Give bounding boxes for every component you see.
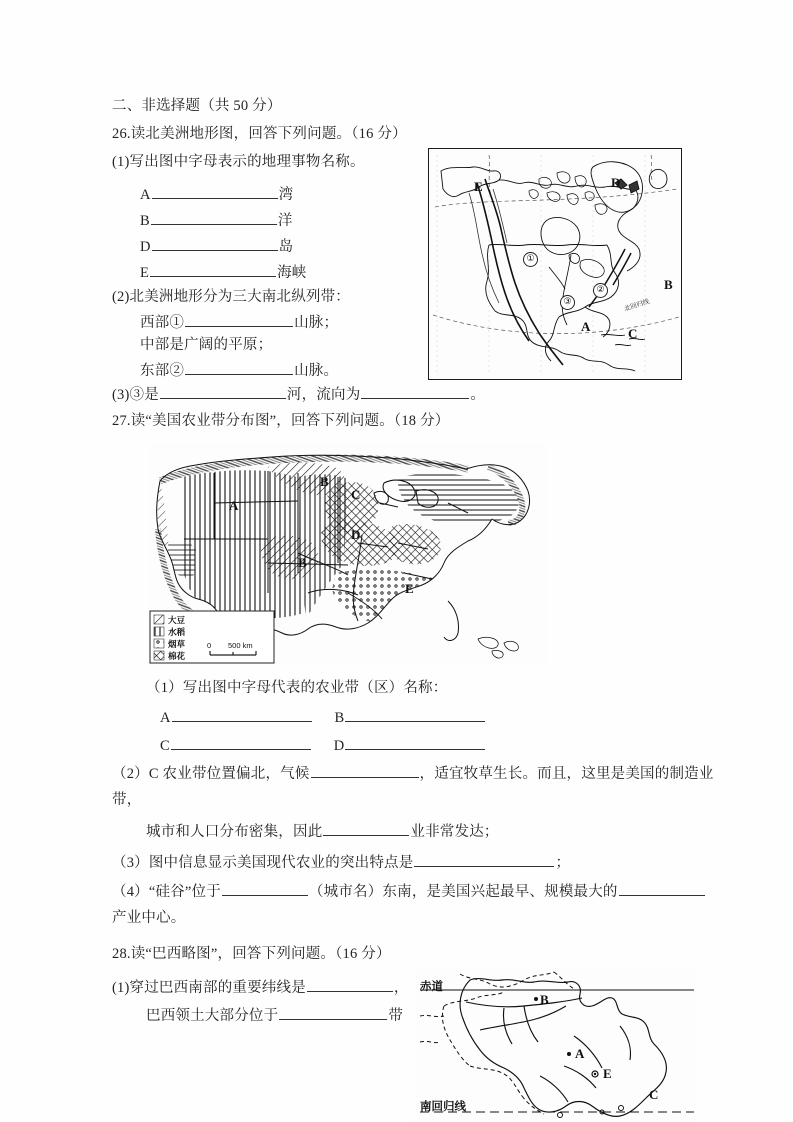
q28-sub1-part4: 带 bbox=[388, 1008, 404, 1024]
q27-sub2-line1 bbox=[112, 762, 714, 784]
q28-sub1-part3: 巴西领土大部分位于 bbox=[146, 1008, 279, 1024]
brazil-map-label-b: B bbox=[540, 992, 549, 1007]
q26-item-d bbox=[140, 235, 293, 257]
q27-row-ab bbox=[160, 706, 486, 728]
q26-west-suffix: 山脉； bbox=[294, 315, 339, 331]
north-america-map-drawing bbox=[429, 149, 681, 379]
usa-agriculture-map bbox=[148, 443, 548, 665]
question-27-stem: 27.读“美国农业带分布图”，回答下列问题。（18 分） bbox=[112, 413, 450, 429]
question-26-sub1-label: (1)写出图中字母表示的地理事物名称。 bbox=[112, 154, 365, 170]
q26-sub3-blank2[interactable] bbox=[361, 383, 469, 399]
q26-east-range bbox=[140, 359, 338, 381]
usa-map-label-b-south: B bbox=[298, 555, 307, 570]
q26-west-blank[interactable] bbox=[185, 311, 293, 327]
q26-item-a-letter: A bbox=[140, 187, 151, 203]
q27-blank-c[interactable] bbox=[171, 734, 311, 750]
q27-sub4-line2: 产业中心。 bbox=[112, 910, 186, 926]
na-map-label-d: D bbox=[611, 175, 621, 190]
q27-sub2-blank-climate[interactable] bbox=[311, 762, 419, 778]
brazil-tropic-label: 南回归线 bbox=[420, 1101, 466, 1113]
usa-map-label-b-north: B bbox=[320, 474, 329, 489]
na-map-circle-3: ③ bbox=[560, 295, 575, 310]
q27-letter-a: A bbox=[160, 710, 171, 726]
q27-sub2-line2: 带， bbox=[112, 792, 142, 808]
q27-sub4-blank-industry[interactable] bbox=[619, 880, 705, 896]
q26-item-b-letter: B bbox=[140, 213, 150, 229]
usa-map-label-a: A bbox=[229, 498, 239, 513]
question-28-stem: 28.读“巴西略图”，回答下列问题。（16 分） bbox=[112, 946, 391, 962]
q26-west-prefix: 西部① bbox=[140, 315, 185, 331]
question-27-sub1-label: （1）写出图中字母代表的农业带（区）名称： bbox=[146, 680, 448, 696]
na-map-label-a: A bbox=[581, 319, 591, 334]
q26-sub3 bbox=[112, 383, 485, 405]
q26-west-range bbox=[140, 311, 338, 333]
q28-sub1-line2 bbox=[146, 1004, 403, 1026]
q27-sub3-blank[interactable] bbox=[414, 851, 554, 867]
usa-map-label-e: E bbox=[405, 581, 414, 596]
q27-blank-d[interactable] bbox=[345, 734, 485, 750]
q26-item-d-letter: D bbox=[140, 239, 151, 255]
q26-east-suffix: 山脉。 bbox=[294, 363, 339, 379]
section-heading: 二、非选择题（共 50 分） bbox=[112, 98, 282, 114]
brazil-map-label-e: E bbox=[603, 1066, 612, 1081]
q26-item-e bbox=[140, 261, 306, 283]
q27-sub4-line1 bbox=[112, 880, 706, 902]
q27-sub2-part2: ，适宜牧草生长。而且，这里是美国的制造业 bbox=[419, 766, 714, 782]
q26-item-e-suffix: 海峡 bbox=[277, 265, 307, 281]
usa-legend-cotton: 棉花 bbox=[168, 651, 186, 661]
na-map-circle-2: ② bbox=[593, 283, 608, 298]
q26-sub3-blank1[interactable] bbox=[160, 383, 286, 399]
q27-sub2-part1: （2）C 农业带位置偏北，气候 bbox=[112, 766, 310, 782]
q27-blank-a[interactable] bbox=[172, 706, 312, 722]
q26-east-prefix: 东部② bbox=[140, 363, 185, 379]
q27-sub3-suffix: ； bbox=[555, 855, 571, 871]
usa-legend-tobacco: 烟草 bbox=[168, 639, 186, 649]
north-america-map bbox=[428, 148, 682, 380]
q26-item-b-suffix: 洋 bbox=[277, 213, 293, 229]
q26-central-plain: 中部是广阔的平原； bbox=[140, 337, 273, 353]
brazil-map-label-a: A bbox=[575, 1046, 585, 1061]
na-map-label-b: B bbox=[664, 277, 673, 292]
brazil-map bbox=[414, 966, 696, 1122]
svg-text:北回归线: 北回归线 bbox=[623, 298, 651, 313]
q27-sub2-part4a: 城市和人口分布密集，因此 bbox=[146, 824, 323, 840]
q27-row-cd bbox=[160, 734, 486, 756]
q27-letter-b: B bbox=[334, 710, 345, 726]
question-26-sub2-label: (2)北美洲地形分为三大南北纵列带： bbox=[112, 289, 351, 305]
usa-map-label-d: D bbox=[351, 527, 361, 542]
q26-item-a-suffix: 湾 bbox=[278, 187, 294, 203]
q27-sub4-part1: （4）“硅谷”位于 bbox=[112, 884, 221, 900]
usa-legend-soybean: 大豆 bbox=[168, 615, 186, 625]
na-map-label-e: E bbox=[474, 179, 483, 194]
q26-sub3-mid: 河，流向为 bbox=[286, 387, 361, 403]
usa-legend-rice: 水稻 bbox=[168, 627, 186, 637]
q27-sub2-line3 bbox=[146, 820, 499, 842]
q28-blank-latitude[interactable] bbox=[307, 976, 393, 992]
q28-sub1-part1: (1)穿过巴西南部的重要纬线是 bbox=[112, 980, 306, 996]
q26-item-d-blank[interactable] bbox=[152, 235, 278, 251]
q26-item-b-blank[interactable] bbox=[151, 209, 277, 225]
q27-blank-b[interactable] bbox=[345, 706, 485, 722]
q28-blank-zone[interactable] bbox=[279, 1004, 387, 1020]
na-map-circle-1: ① bbox=[523, 252, 538, 267]
q27-sub2-part4b: 业非常发达； bbox=[410, 824, 499, 840]
q27-sub4-part2: （城市名）东南，是美国兴起最早、规模最大的 bbox=[308, 884, 618, 900]
q27-sub4-blank-city[interactable] bbox=[222, 880, 308, 896]
q26-item-e-letter: E bbox=[140, 265, 150, 281]
q26-item-d-suffix: 岛 bbox=[278, 239, 294, 255]
na-map-label-c: C bbox=[628, 326, 638, 341]
q27-sub3 bbox=[112, 851, 570, 873]
usa-scale-zero: 0 bbox=[207, 641, 212, 650]
q27-letter-d: D bbox=[333, 738, 345, 754]
q26-item-a bbox=[140, 183, 293, 205]
q26-sub3-prefix: (3)③是 bbox=[112, 387, 159, 403]
q26-sub3-suffix: 。 bbox=[470, 387, 486, 403]
usa-agriculture-map-drawing bbox=[148, 443, 548, 665]
q26-east-blank[interactable] bbox=[185, 359, 293, 375]
q27-letter-c: C bbox=[160, 738, 170, 754]
q28-sub1-line1 bbox=[112, 976, 409, 998]
question-26-stem: 26.读北美洲地形图，回答下列问题。（16 分） bbox=[112, 126, 407, 142]
q27-sub3-prefix: （3）图中信息显示美国现代农业的突出特点是 bbox=[112, 855, 414, 871]
brazil-equator-label: 赤道 bbox=[420, 981, 443, 993]
q28-sub1-part2: ， bbox=[393, 980, 409, 996]
usa-scale-label: 500 km bbox=[228, 641, 253, 650]
q26-item-e-blank[interactable] bbox=[150, 261, 276, 277]
usa-map-label-c: C bbox=[351, 487, 361, 502]
q26-item-a-blank[interactable] bbox=[152, 183, 278, 199]
brazil-map-label-c: C bbox=[649, 1087, 659, 1102]
q26-item-b bbox=[140, 209, 293, 231]
q27-sub2-blank-industry[interactable] bbox=[323, 820, 409, 836]
